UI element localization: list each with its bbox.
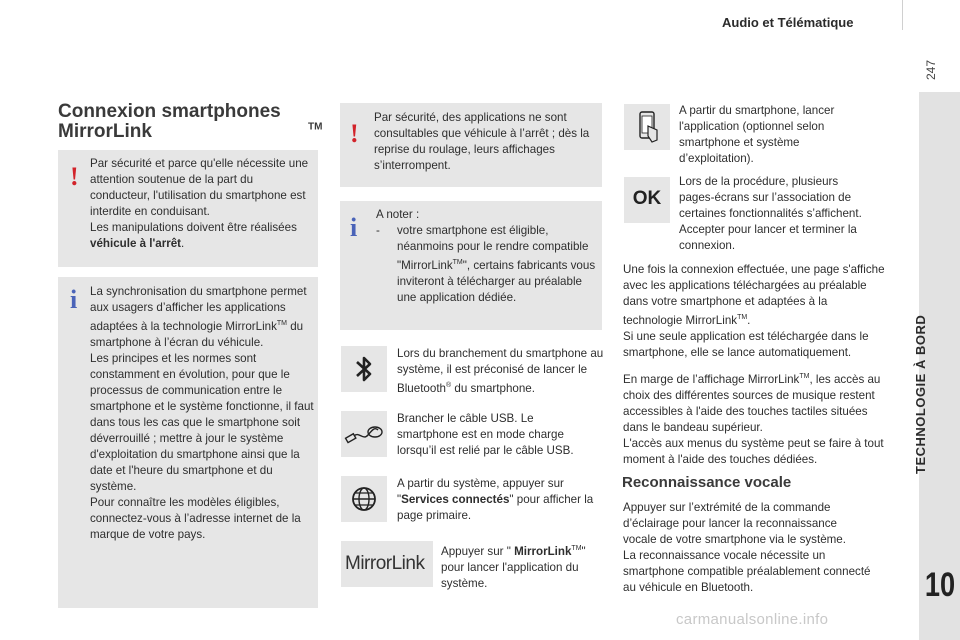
mid-info-label: A noter : bbox=[376, 208, 420, 221]
chapter-label: TECHNOLOGIE À BORD bbox=[913, 314, 928, 474]
voice-text-block bbox=[623, 500, 873, 596]
connected-services-icon bbox=[341, 476, 387, 522]
mid-warning-box bbox=[340, 103, 602, 187]
right-text-p1: Une fois la connexion effectuée, une page s'affiche avec les applications téléchargées au préalable dans votre smartphone et adaptées à la technologie MirrorLink™. bbox=[623, 263, 885, 327]
connected-services-icon-box bbox=[341, 476, 387, 522]
voice-p2: La reconnaissance vocale nécessite un smartphone compatible préalablement connecté au véhicule en Bluetooth. bbox=[623, 549, 871, 594]
left-info-p3: Pour connaître les modèles éligibles, connectez-vous à l’adresse internet de la marque de votre pays. bbox=[90, 495, 301, 541]
step-mirrorlink-text: Appuyer sur " MirrorLink™" pour lancer l'application du système. bbox=[441, 544, 586, 590]
info-icon: i bbox=[350, 213, 358, 242]
left-info-p2: Les principes et les normes sont constamment en évolution, pour que le processus de communication entre le smartphone et le système fonctionne, il faut dans tous les cas que le smartphone soit déverrouillé ; mettre à jour le système d'exploitation du smartphone ainsi que la date et l'heure du smartphone et du système. bbox=[90, 351, 314, 493]
mid-warning-text: Par sécurité, des applications ne sont consultables que véhicule à l’arrêt ; dès la reprise du roulage, leurs affichages s’interrompent. bbox=[374, 111, 590, 172]
right-step-smartphone-text: A partir du smartphone, lancer l'application (optionnel selon smartphone et système d’exploitation). bbox=[679, 104, 835, 165]
chapter-number: 10 bbox=[924, 566, 956, 604]
page-number: 247 bbox=[924, 59, 938, 80]
left-info-box bbox=[58, 277, 318, 608]
ok-icon: OK bbox=[632, 188, 662, 209]
right-text-p4: L'accès aux menus du système peut se faire à tout moment à l'aide des touches dédiées. bbox=[623, 436, 884, 466]
info-icon: i bbox=[70, 285, 78, 314]
left-warning-box bbox=[58, 150, 318, 267]
right-text-p2: Si une seule application est téléchargée dans le smartphone, elle se lance automatiquement. bbox=[623, 329, 869, 359]
voice-p1: Appuyer sur l’extrémité de la commande d’éclairage pour lancer la reconnaissance vocale de votre smartphone via le système. bbox=[623, 501, 846, 546]
mirrorlink-logo: MirrorLink bbox=[345, 553, 425, 574]
title-text: Connexion smartphones MirrorLink bbox=[58, 101, 281, 142]
warning-icon: ! bbox=[70, 162, 79, 191]
ok-icon-box bbox=[624, 177, 670, 223]
right-text-block bbox=[623, 262, 889, 468]
title-tm: TM bbox=[308, 121, 323, 133]
section-header: Audio et Télématique bbox=[722, 15, 854, 30]
watermark: carmanualsonline.info bbox=[676, 611, 829, 628]
mid-info-list bbox=[376, 223, 596, 306]
header-divider bbox=[902, 0, 903, 30]
step-services-text: A partir du système, appuyer sur "Services connectés" pour afficher la page primaire. bbox=[397, 477, 594, 522]
mirrorlink-logo-box bbox=[341, 541, 433, 587]
bluetooth-icon-box bbox=[341, 346, 387, 392]
left-warning-p1: Par sécurité et parce qu'elle nécessite une attention soutenue de la part du conducteur, l'utilisation du smartphone est interdite en conduisant. bbox=[90, 157, 309, 218]
usb-icon-box bbox=[341, 411, 387, 457]
page-title bbox=[58, 102, 322, 142]
smartphone-icon-box bbox=[624, 104, 670, 150]
right-text-p3: En marge de l’affichage MirrorLink™, les accès au choix des différentes sources de musique restent accessibles à l'aide des touches tactiles situées dans le bandeau supérieur. bbox=[623, 372, 881, 434]
smartphone-touch-icon bbox=[624, 104, 670, 150]
step-usb-text: Brancher le câble USB. Le smartphone est en mode charge lorsqu’il est relié par le câble USB. bbox=[397, 412, 574, 457]
mid-info-box bbox=[340, 201, 602, 330]
step-bluetooth-text: Lors du branchement du smartphone au système, il est préconisé de lancer le Bluetooth® du smartphone. bbox=[397, 347, 604, 395]
warning-icon: ! bbox=[350, 119, 359, 148]
bluetooth-icon bbox=[341, 346, 387, 392]
left-warning-p2: Les manipulations doivent être réalisées véhicule à l'arrêt. bbox=[90, 221, 297, 250]
voice-heading: Reconnaissance vocale bbox=[622, 474, 792, 491]
usb-cable-icon bbox=[341, 411, 387, 457]
left-info-p1: La synchronisation du smartphone permet aux usagers d’afficher les applications adaptées à la technologie MirrorLink™ du smartphone à l’écran du véhicule. bbox=[90, 285, 307, 349]
right-step-ok-text: Lors de la procédure, plusieurs pages-écrans sur l’association de certaines fonctionnalités s’affichent. Accepter pour lancer et terminer la connexion. bbox=[679, 175, 862, 252]
list-item: - votre smartphone est éligible, néanmoins pour le rendre compatible "MirrorLink™", certains fabricants vous inviteront à télécharger au préalable une application dédiée. bbox=[376, 224, 596, 304]
